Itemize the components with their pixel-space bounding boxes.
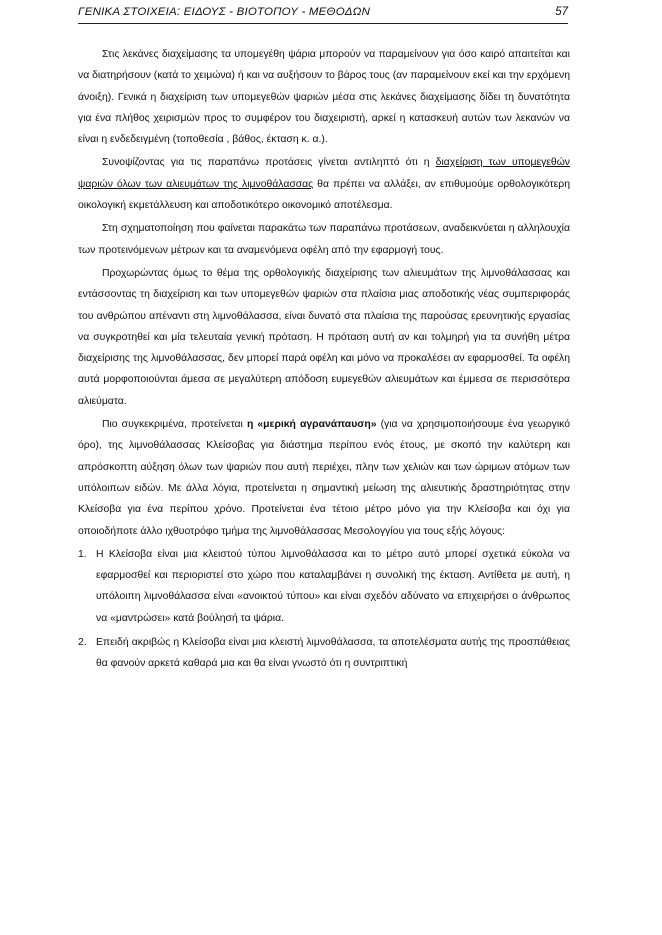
running-header [78, 5, 568, 24]
header-title: ΓΕΝΙΚΑ ΣΤΟΙΧΕΙΑ: ΕΙΔΟΥΣ - ΒΙΟΤΟΠΟΥ - ΜΕΘΟΔΩΝ [78, 6, 371, 18]
list-item-text: Επειδή ακριβώς η Κλείσοβα είναι μια κλειστή λιμνοθάλασσα, τα αποτελέσματα αυτής της προσπάθειας θα φανούν αρκετά καθαρά μια και θα είναι γνωστό ότι η συντριπτική [96, 637, 570, 670]
paragraph-1: Στις λεκάνες διαχείμασης τα υπομεγέθη ψάρια μπορούν να παραμείνουν για όσο καιρό απαιτείται και να διατηρήσουν (κατά το χειμώνα) ή και να αυξήσουν το βάρος τους (αν παραμείνουν εκεί και την ερχόμενη άνοιξη). Γενικά η διαχείριση των υπομεγεθών ψαριών μέσα στις λεκάνες διαχείμασης δίδει τη δυνατότητα για ένα πλήθος χειρισμών προς το συμφέρον του διαχειριστή, αρκεί η κατασκευή αυτών των λεκανών να είναι η ενδεδειγμένη (τοποθεσία , βάθος, έκταση κ. α.). [78, 49, 570, 146]
paragraph-3: Στη σχηματοποίηση που φαίνεται παρακάτω των παραπάνω προτάσεων, αναδεικνύεται η αλληλουχία των προτεινόμενων μέτρων και τα αναμενόμενα οφέλη από την εφαρμογή τους. [78, 223, 570, 256]
bold-phrase: η «μερική αγρανάπαυση» [246, 419, 377, 431]
paragraph-2 [78, 152, 570, 216]
paragraph-5 [78, 414, 570, 542]
list-item-number: 2. [78, 637, 87, 649]
paragraph-2-start: Συνοψίζοντας για τις παραπάνω προτάσεις γίνεται αντιληπτό ότι η [102, 157, 436, 169]
paragraph-2-end: θα πρέπει να αλλάξει, αν επιθυμούμε ορθολογικότερη οικολογική εκμετάλλευση και αποδοτικότερο οικονομικό αποτέλεσμα. [78, 178, 570, 212]
list-item [78, 544, 570, 629]
reasons-list [78, 544, 570, 675]
list-item-number: 1. [78, 548, 87, 560]
list-item-text: Η Κλείσοβα είναι μια κλειστού τύπου λιμνοθάλασσα και το μέτρο αυτό μπορεί σχετικά εύκολα να εφαρμοσθεί και περιοριστεί στο χώρο που καταλαμβάνει η συνολική της έκταση. Αντίθετα με αυτή, η υπόλοιπη λιμνοθάλασσα είναι «ανοικτού τύπου» και είναι σχεδόν αδύνατο να επιχειρήσει ο άνθρωπος να «μαντρώσει» κατά βούλησή τα ψάρια. [96, 548, 570, 624]
underlined-phrase: διαχείριση των υπομεγεθών ψαριών όλων των αλιευμάτων της λιμνοθάλασσας [78, 157, 570, 190]
body-text [78, 44, 570, 678]
paragraph-4: Προχωρώντας όμως το θέμα της ορθολογικής διαχείρισης των αλιευμάτων της λιμνοθάλασσας και εντάσσοντας τη διαχείριση και των υπομεγεθών ψαριών στα πλαίσια μιας αποδοτικής νέας συμπεριφοράς του ανθρώπου απέναντι στη λιμνοθάλασσα, είναι δυνατό στα πλαίσια της παρούσας ερευνητικής εργασίας να συγκροτηθεί και μία τελευταία γενική πρόταση. Η πρόταση αυτή αν και τολμηρή για τα συνήθη μέτρα διαχείρισης της λιμνοθάλασσας, δεν μπορεί παρά οφέλη και μόνο να προκαλέσει αν εφαρμοσθεί. Τα οφέλη αυτά μορφοποιούνται άμεσα σε μεγαλύτερη απόδοση ευμεγεθών αλιευμάτων και έμμεσα σε περισσότερα αλιεύματα. [78, 267, 570, 407]
paragraph-5-start: Πιο συγκεκριμένα, προτείνεται [102, 419, 247, 431]
list-item [78, 632, 570, 675]
page-number: 57 [555, 6, 568, 18]
paragraph-5-end: (για να χρησιμοποιήσουμε ένα γεωργικό όρο), της λιμνοθάλασσας Κλείσοβας για διάστημα περίπου ενός έτους, με σκοπό την καλύτερη και απρόσκοπτη αύξηση όλων των ψαριών που αυτή περιέχει, πλην των χελιών και των ώριμων ατόμων των υπόλοιπων ειδών. Με άλλα λόγια, προτείνεται η σημαντική μείωση της αλιευτικής δραστηριότητας στην Κλείσοβα για ένα περίπου χρόνο. Προτείνεται ένα τέτοιο μέτρο μόνο για την Κλείσοβα και όχι για οποιοδήποτε άλλο ιχθυοτρόφο τμήμα της λιμνοθάλασσας Μεσολογγίου για τους εξής λόγους: [78, 419, 570, 537]
